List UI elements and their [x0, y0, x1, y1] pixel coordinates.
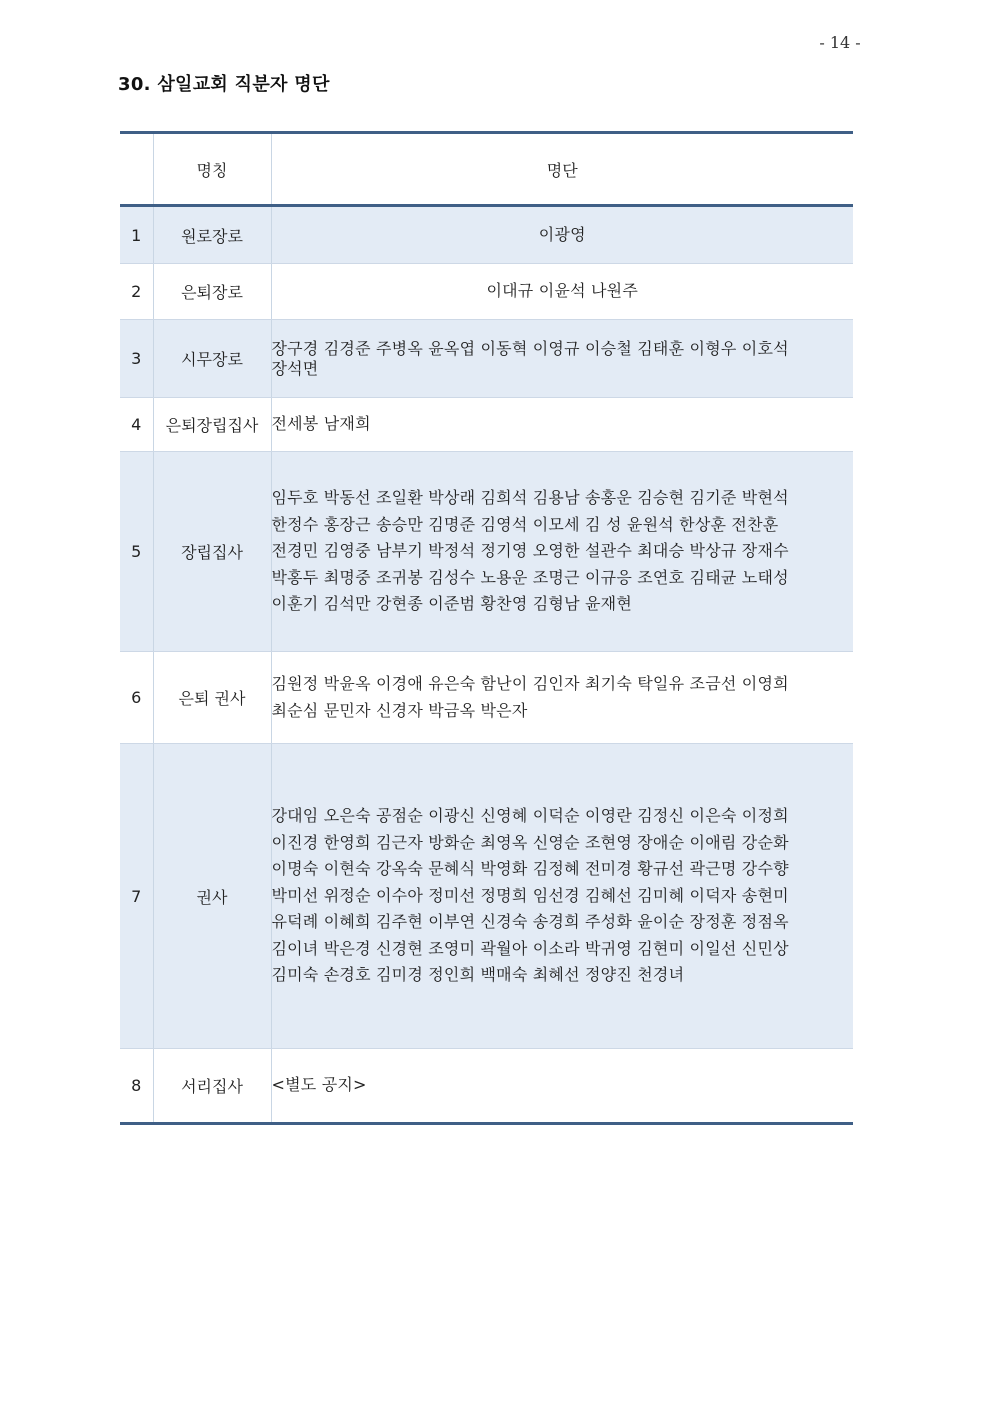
table-row	[120, 320, 853, 398]
name-line: 김이녀 박은경 신경현 조영미 곽월아 이소라 박귀영 김현미 이일선 신민상	[271, 938, 789, 958]
table-row	[120, 744, 853, 1049]
row-title: 원로장로	[153, 206, 271, 264]
table-row	[120, 264, 853, 320]
name-line: 박홍두 최명중 조귀봉 김성수 노용운 조명근 이규응 조연호 김태균 노태성	[271, 567, 789, 587]
name-line: 김미숙 손경호 김미경 정인희 백매숙 최혜선 정양진 천경녀	[271, 965, 685, 985]
table-header	[120, 133, 853, 206]
header-number	[120, 133, 153, 206]
table-row	[120, 398, 853, 452]
row-names: 이광영	[271, 206, 853, 264]
row-number: 6	[120, 652, 153, 744]
officers-table	[120, 131, 853, 1125]
row-names	[271, 652, 853, 744]
name-line: 이훈기 김석만 강현종 이준범 황찬영 김형남 윤재현	[271, 594, 632, 614]
row-number: 5	[120, 452, 153, 652]
row-number: 7	[120, 744, 153, 1049]
row-title: 은퇴장로	[153, 264, 271, 320]
name-line: 유덕례 이혜희 김주현 이부연 신경숙 송경희 주성화 윤이순 장정훈 정점옥	[271, 912, 789, 932]
row-names: <별도 공지>	[271, 1049, 853, 1124]
table-row	[120, 652, 853, 744]
table-row	[120, 206, 853, 264]
name-line: 전경민 김영중 남부기 박정석 정기영 오영한 설관수 최대승 박상규 장재수	[271, 541, 789, 561]
row-names	[271, 320, 853, 398]
header-names: 명단	[271, 133, 853, 206]
row-title: 은퇴장립집사	[153, 398, 271, 452]
name-line: 박미선 위정순 이수아 정미선 정명희 임선경 김혜선 김미혜 이덕자 송현미	[271, 885, 789, 905]
table-row	[120, 452, 853, 652]
header-title: 명칭	[153, 133, 271, 206]
row-number: 3	[120, 320, 153, 398]
name-line: 김원정 박윤옥 이경애 유은숙 함난이 김인자 최기숙 탁일유 조금선 이영희	[271, 674, 789, 693]
row-names: 전세봉 남재희	[271, 398, 853, 452]
row-title: 서리집사	[153, 1049, 271, 1124]
name-line: 장석면	[271, 358, 319, 378]
row-number: 4	[120, 398, 153, 452]
name-line: 이진경 한영희 김근자 방화순 최영옥 신영순 조현영 장애순 이애림 강순화	[271, 832, 789, 852]
row-title: 은퇴 권사	[153, 652, 271, 744]
row-names	[271, 452, 853, 652]
page-title: 30. 삼일교회 직분자 명단	[118, 74, 330, 95]
name-line: 한정수 홍장근 송승만 김명준 김영석 이모세 김 성 윤원석 한상훈 전찬훈	[271, 514, 779, 534]
row-title: 권사	[153, 744, 271, 1049]
name-line: 이명숙 이현숙 강옥숙 문혜식 박영화 김정혜 전미경 황규선 곽근명 강수향	[271, 859, 789, 879]
row-title: 장립집사	[153, 452, 271, 652]
page-number: - 14 -	[819, 33, 861, 52]
row-names: 이대규 이윤석 나원주	[271, 264, 853, 320]
row-number: 1	[120, 206, 153, 264]
name-line: 강대임 오은숙 공점순 이광신 신영혜 이덕순 이영란 김정신 이은숙 이정희	[271, 806, 789, 826]
row-title: 시무장로	[153, 320, 271, 398]
row-number: 2	[120, 264, 153, 320]
row-number: 8	[120, 1049, 153, 1124]
name-line: 최순심 문민자 신경자 박금옥 박은자	[271, 700, 528, 720]
name-line: 장구경 김경준 주병옥 윤옥엽 이동혁 이영규 이승철 김태훈 이형우 이호석	[271, 338, 789, 358]
row-names	[271, 744, 853, 1049]
name-line: 임두호 박동선 조일환 박상래 김희석 김용남 송홍운 김승현 김기준 박현석	[271, 488, 789, 508]
table-row	[120, 1049, 853, 1124]
